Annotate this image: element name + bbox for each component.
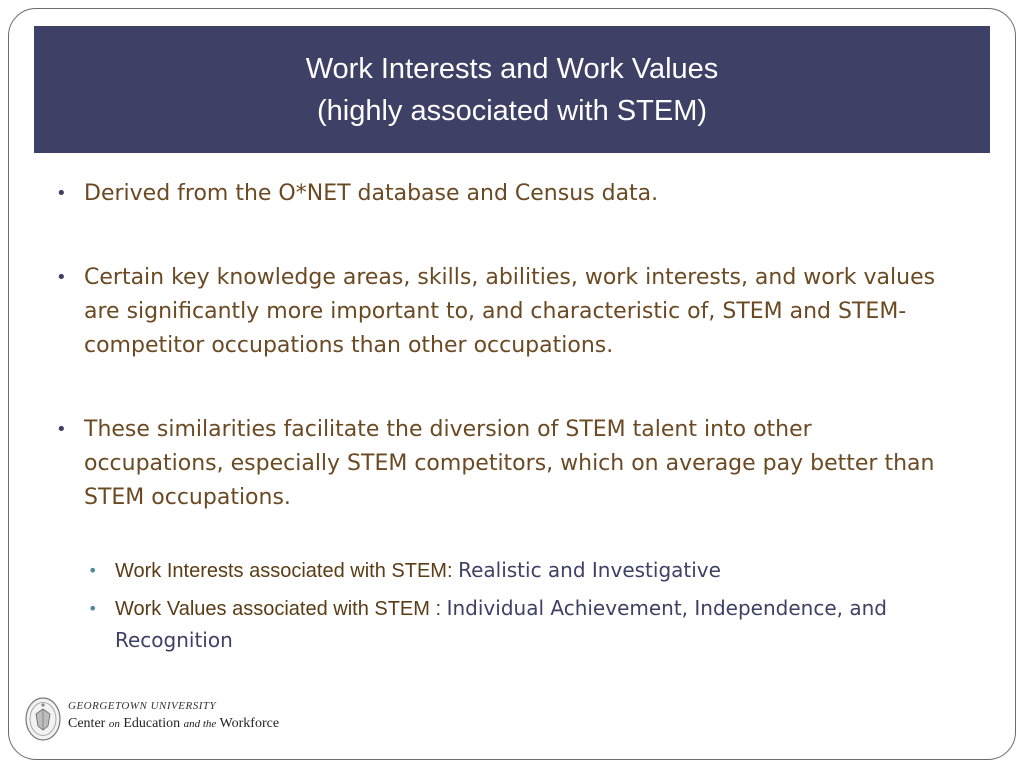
university-seal-icon — [24, 696, 62, 742]
bullet-item — [56, 413, 956, 515]
georgetown-logo — [24, 696, 314, 744]
logo-university-name: GEORGETOWN UNIVERSITY — [68, 700, 217, 712]
sub-bullet-value: Individual Achievement, Independence, and Recognition — [115, 596, 887, 652]
sub-bullet-item — [88, 593, 956, 656]
sub-bullet-dot-icon: • — [88, 561, 98, 580]
logo-word-workforce: Workforce — [219, 716, 280, 731]
bullet-dot-icon: • — [56, 183, 67, 204]
sub-bullet-dot-icon: • — [88, 599, 98, 618]
logo-center-name — [68, 716, 279, 732]
logo-word-on: on — [108, 718, 120, 730]
sub-bullet-label: Work Values associated with STEM : — [115, 598, 447, 620]
bullet-item — [56, 177, 956, 211]
sub-bullet-list — [88, 555, 956, 656]
slide-subtitle: (highly associated with STEM) — [316, 94, 708, 127]
bullet-text: Derived from the O*NET database and Census data. — [84, 181, 659, 206]
bullet-text: These similarities facilitate the diversion of STEM talent into other occupations, especially STEM competitors, which on average pay better than STEM occupations. — [84, 417, 935, 510]
bullet-dot-icon: • — [56, 419, 67, 440]
title-banner — [34, 26, 990, 153]
logo-word-center: Center — [68, 716, 106, 731]
slide-content — [56, 172, 956, 662]
logo-word-education: Education — [123, 716, 181, 731]
sub-bullet-label: Work Interests associated with STEM: — [115, 560, 459, 582]
logo-word-and-the: and the — [183, 718, 217, 730]
sub-bullet-item — [88, 555, 956, 587]
bullet-text: Certain key knowledge areas, skills, abilities, work interests, and work values are significantly more important to, and characteristic of, STEM and STEM-competitor occupations than other occupations. — [84, 265, 936, 358]
bullet-item — [56, 261, 956, 363]
bullet-dot-icon: • — [56, 267, 67, 288]
sub-bullet-value: Realistic and Investigative — [458, 558, 721, 582]
slide-title: Work Interests and Work Values — [305, 52, 719, 85]
